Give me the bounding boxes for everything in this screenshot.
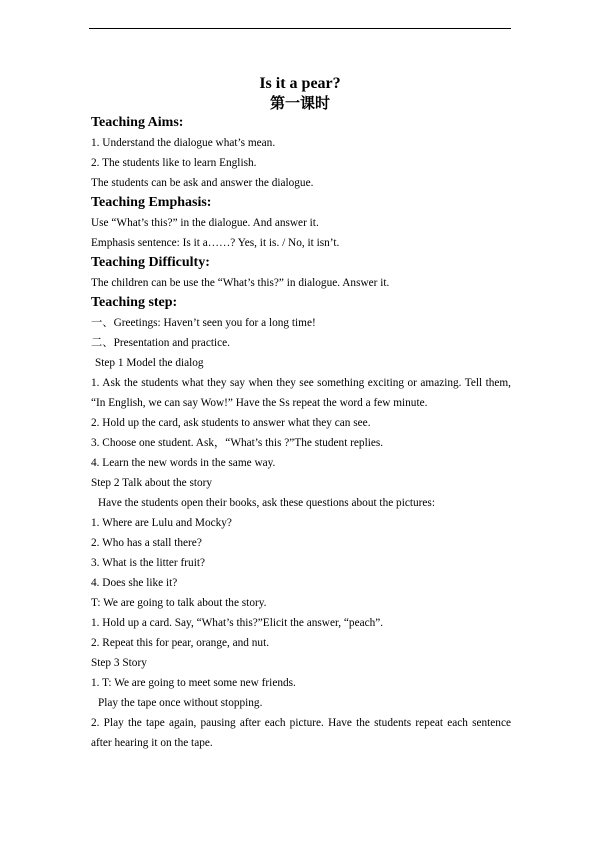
step-line: T: We are going to talk about the story. <box>91 597 267 609</box>
step-line: 一、Greetings: Haven’t seen you for a long time! <box>91 317 316 329</box>
heading-teaching-emphasis: Teaching Emphasis: <box>91 195 212 210</box>
aims-line: 2. The students like to learn English. <box>91 157 257 169</box>
document-body <box>91 113 511 753</box>
question-line: 3. What is the litter fruit? <box>91 557 205 569</box>
step-paragraph: 1. Ask the students what they say when they see something exciting or amazing. Tell them, “In English, we can say Wow!” Have the Ss repeat the word a few minute. <box>91 377 511 409</box>
step-subheading: Step 2 Talk about the story <box>91 477 213 489</box>
document-title: Is it a pear? <box>259 75 341 92</box>
aims-line: The students can be ask and answer the dialogue. <box>91 177 314 189</box>
step-line: 2. Hold up the card, ask students to answer what they can see. <box>91 417 371 429</box>
step-line: 二、Presentation and practice. <box>91 337 230 349</box>
heading-teaching-aims: Teaching Aims: <box>91 115 184 130</box>
difficulty-line: The children can be use the “What’s this?” in dialogue. Answer it. <box>91 277 390 289</box>
step-paragraph: 2. Play the tape again, pausing after each picture. Have the students repeat each sentence after hearing it on the tape. <box>91 717 511 749</box>
step-line: 1. T: We are going to meet some new friends. <box>91 677 296 689</box>
step-line: 3. Choose one student. Ask，“What’s this ?”The student replies. <box>91 437 384 449</box>
question-line: 1. Where are Lulu and Mocky? <box>91 517 232 529</box>
heading-teaching-difficulty: Teaching Difficulty: <box>91 255 210 270</box>
question-line: 4. Does she like it? <box>91 577 178 589</box>
step-line: 2. Repeat this for pear, orange, and nut. <box>91 637 270 649</box>
step-subheading: Step 1 Model the dialog <box>95 357 204 369</box>
step-line: Have the students open their books, ask these questions about the pictures: <box>98 497 435 509</box>
step-line: 4. Learn the new words in the same way. <box>91 457 276 469</box>
aims-line: 1. Understand the dialogue what’s mean. <box>91 137 276 149</box>
document-subtitle: 第一课时 <box>269 96 330 112</box>
header-rule <box>89 28 511 29</box>
step-subheading: Step 3 Story <box>91 657 147 669</box>
step-line: 1. Hold up a card. Say, “What’s this?”Elicit the answer, “peach”. <box>91 617 384 629</box>
question-line: 2. Who has a stall there? <box>91 537 202 549</box>
step-line: Play the tape once without stopping. <box>98 697 263 709</box>
emphasis-line: Emphasis sentence: Is it a……? Yes, it is. / No, it isn’t. <box>91 237 340 249</box>
emphasis-line: Use “What’s this?” in the dialogue. And answer it. <box>91 217 319 229</box>
heading-teaching-step: Teaching step: <box>91 295 178 310</box>
